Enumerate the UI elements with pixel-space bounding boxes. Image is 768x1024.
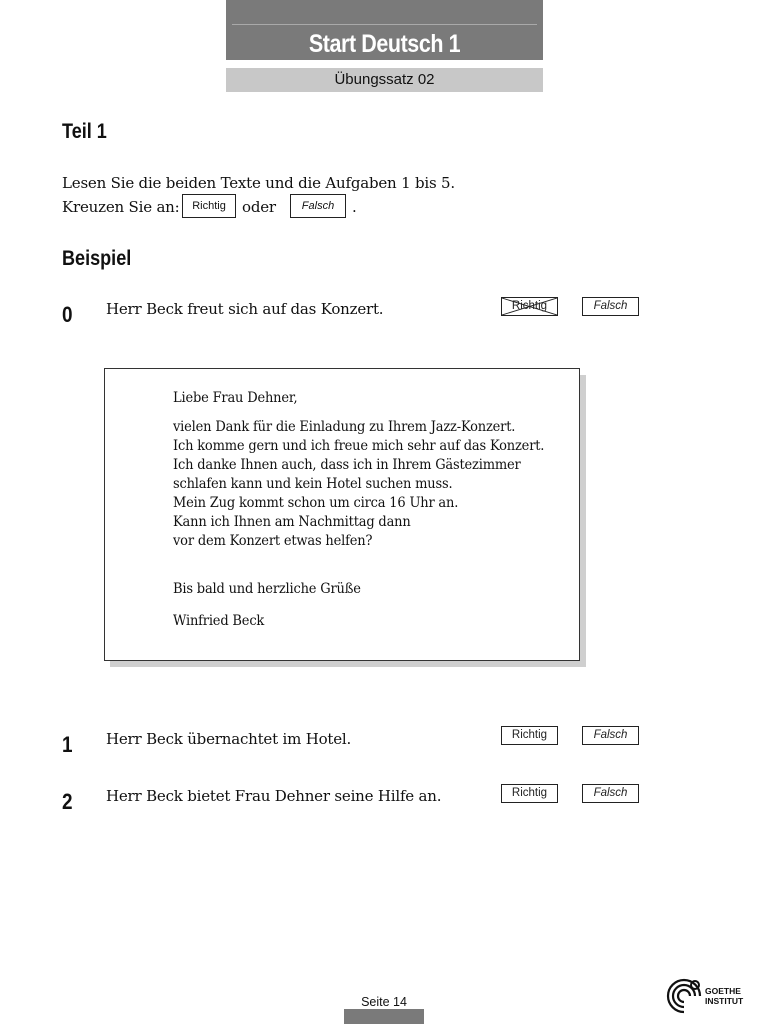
cross-mark-icon — [502, 298, 557, 315]
letter-body-line: Kann ich Ihnen am Nachmittag dann — [173, 514, 411, 530]
instruction-prefix: Kreuzen Sie an: — [62, 198, 180, 216]
letter-closing: Bis bald und herzliche Grüße — [173, 581, 361, 597]
example-number: 0 — [62, 302, 73, 327]
question-statement: Herr Beck übernachtet im Hotel. — [106, 730, 352, 748]
letter-body-line: Ich danke Ihnen auch, dass ich in Ihrem Gästezimmer — [173, 457, 521, 473]
logo-text-goethe: GOETHE — [705, 986, 741, 996]
letter-body-line: Mein Zug kommt schon um circa 16 Uhr an. — [173, 495, 459, 511]
instruction-line-1: Lesen Sie die beiden Texte und die Aufgaben 1 bis 5. — [62, 174, 455, 192]
question-2-falsch-box[interactable]: Falsch — [582, 784, 639, 803]
instruction-richtig-box: Richtig — [182, 194, 236, 218]
question-1-richtig-box[interactable]: Richtig — [501, 726, 558, 745]
example-statement: Herr Beck freut sich auf das Konzert. — [106, 300, 384, 318]
page-subtitle: Übungssatz 02 — [226, 68, 543, 92]
goethe-spiral-icon — [664, 976, 704, 1016]
letter-text-box — [104, 368, 580, 661]
logo-text-institut: INSTITUT — [705, 996, 744, 1006]
page-number: Seite 14 — [361, 995, 407, 1009]
instruction-falsch-box: Falsch — [290, 194, 346, 218]
example-richtig-label: Richtig — [511, 300, 548, 312]
question-number: 1 — [62, 732, 73, 757]
letter-salutation: Liebe Frau Dehner, — [173, 390, 298, 406]
instruction-or: oder — [242, 198, 276, 216]
goethe-logo — [664, 976, 756, 1016]
header-divider — [232, 24, 537, 25]
question-statement: Herr Beck bietet Frau Dehner seine Hilfe an. — [106, 787, 442, 805]
question-number: 2 — [62, 789, 73, 814]
letter-body-line: vielen Dank für die Einladung zu Ihrem Jazz-Konzert. — [173, 419, 516, 435]
section-heading-beispiel: Beispiel — [62, 247, 132, 270]
page-bar — [344, 1009, 424, 1024]
section-heading-teil: Teil 1 — [62, 120, 107, 143]
letter-body-line: vor dem Konzert etwas helfen? — [173, 533, 373, 549]
page-title: Start Deutsch 1 — [308, 30, 461, 58]
instruction-end: . — [352, 198, 357, 216]
letter-body-line: Ich komme gern und ich freue mich sehr auf das Konzert. — [173, 438, 545, 454]
letter-signature: Winfried Beck — [173, 613, 265, 629]
letter-body-line: schlafen kann und kein Hotel suchen muss. — [173, 476, 453, 492]
example-richtig-box[interactable] — [501, 297, 558, 316]
example-falsch-box[interactable]: Falsch — [582, 297, 639, 316]
question-2-richtig-box[interactable]: Richtig — [501, 784, 558, 803]
question-1-falsch-box[interactable]: Falsch — [582, 726, 639, 745]
